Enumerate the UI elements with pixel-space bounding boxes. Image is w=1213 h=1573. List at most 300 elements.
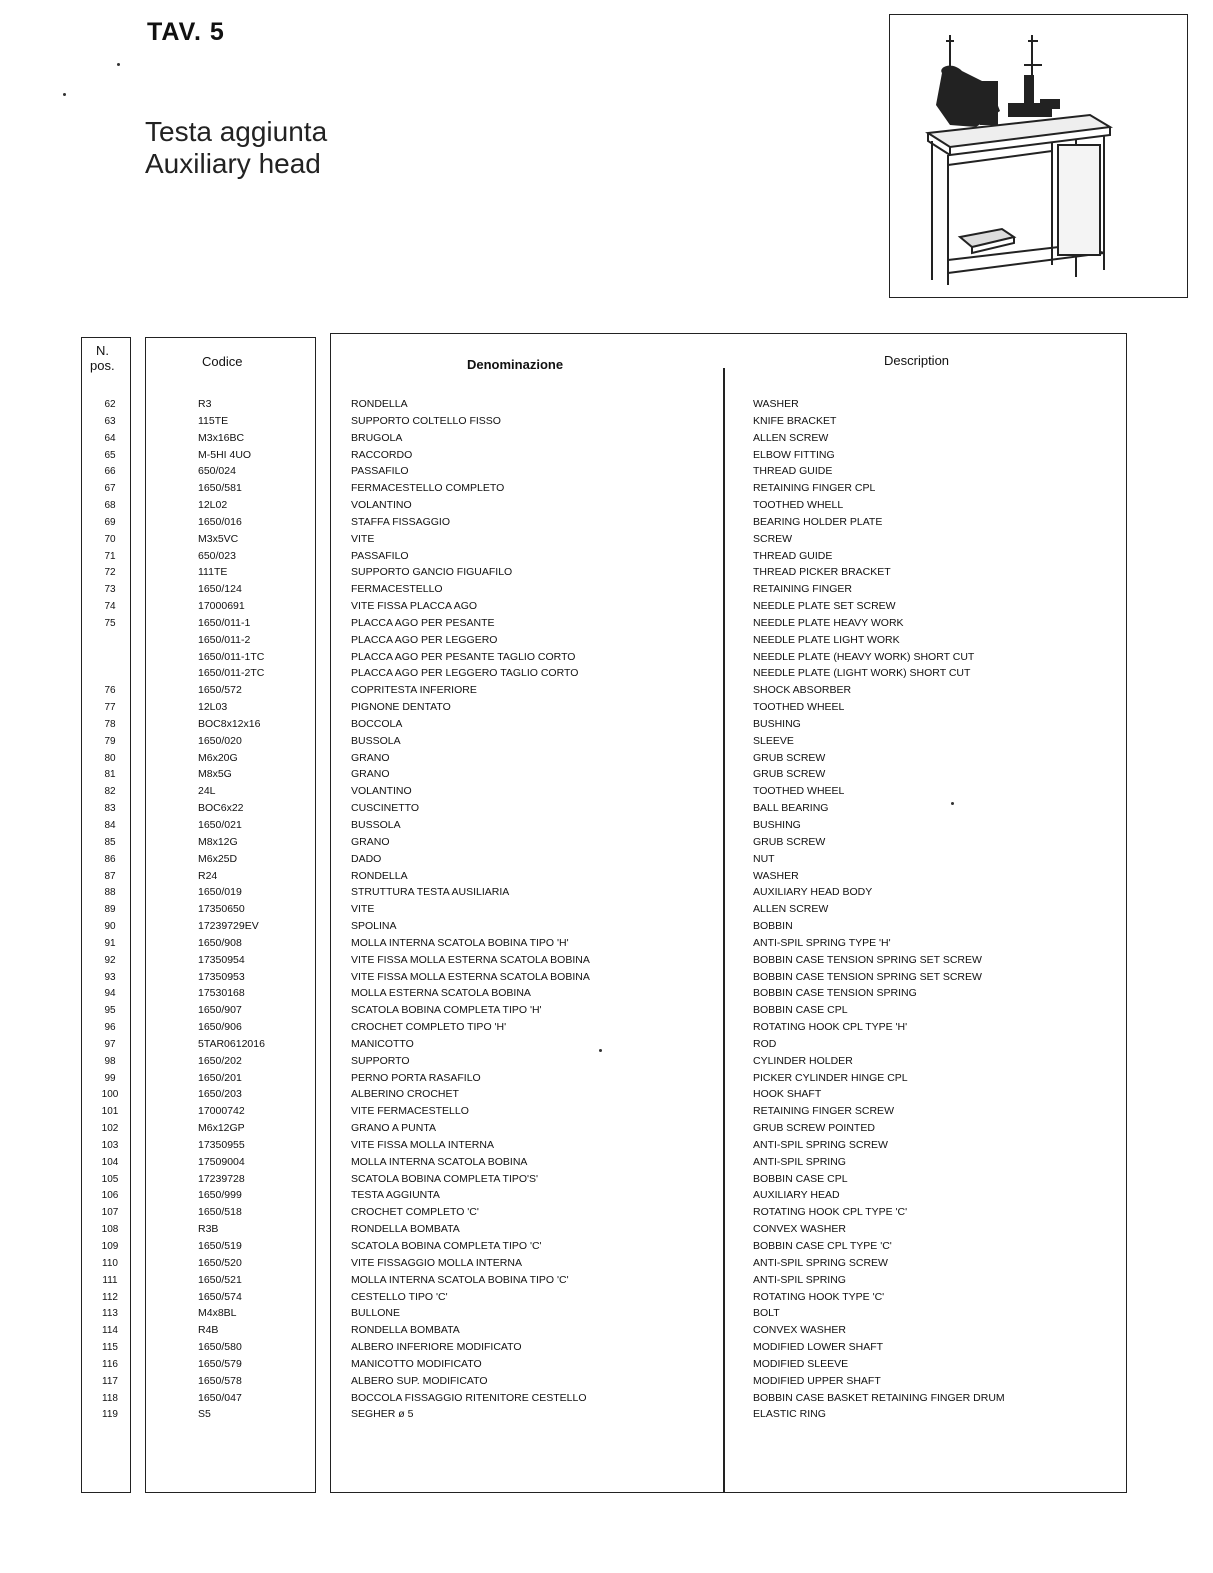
part-code: M6x20G	[198, 751, 238, 764]
italian-name: CUSCINETTO	[351, 802, 420, 815]
part-code: 17000691	[198, 600, 245, 613]
italian-name: RONDELLA BOMBATA	[351, 1324, 460, 1337]
position-number: 67	[104, 483, 116, 495]
part-code: 1650/016	[198, 515, 242, 528]
part-code: 1650/011-1	[198, 616, 251, 629]
table-row	[0, 1390, 1213, 1407]
english-description: ROTATING HOOK CPL TYPE 'C'	[753, 1206, 908, 1219]
italian-name: GRANO	[351, 768, 390, 781]
position-number: 101	[101, 1106, 119, 1118]
title-english: Auxiliary head	[145, 148, 321, 179]
position-number: 90	[104, 921, 116, 933]
table-row	[0, 480, 1213, 497]
position-number: 94	[104, 988, 116, 1000]
part-code: 17509004	[198, 1155, 245, 1168]
italian-name: MOLLA INTERNA SCATOLA BOBINA TIPO 'H'	[351, 936, 569, 949]
table-row	[0, 783, 1213, 800]
english-description: SLEEVE	[753, 734, 794, 747]
italian-name: RONDELLA	[351, 398, 408, 410]
english-description: THREAD GUIDE	[753, 549, 833, 562]
position-number: 103	[101, 1139, 119, 1151]
italian-name: SEGHER ø 5	[351, 1408, 414, 1421]
position-number: 75	[104, 617, 116, 629]
part-code: M8x12G	[198, 835, 238, 848]
table-row	[0, 901, 1213, 918]
table-row	[0, 851, 1213, 868]
position-number: 88	[104, 887, 116, 899]
header-italian-name: Denominazione	[467, 357, 564, 372]
table-row	[0, 1272, 1213, 1289]
table-row	[0, 497, 1213, 514]
english-description: BOBBIN CASE CPL TYPE 'C'	[753, 1240, 892, 1252]
title-italian: Testa aggiunta	[145, 116, 328, 147]
italian-name: BOCCOLA FISSAGGIO RITENITORE CESTELLO	[351, 1391, 587, 1404]
table-row	[0, 834, 1213, 851]
position-number: 98	[104, 1055, 116, 1067]
part-code: BOC6x22	[198, 802, 244, 815]
english-description: RETAINING FINGER	[753, 583, 852, 596]
english-description: ANTI-SPIL SPRING	[753, 1273, 846, 1286]
part-code: 1650/518	[198, 1206, 242, 1219]
part-code: 650/023	[198, 549, 236, 562]
english-description: CONVEX WASHER	[753, 1324, 846, 1337]
position-number: 83	[104, 803, 116, 815]
italian-name: CROCHET COMPLETO 'C'	[351, 1206, 479, 1219]
table-row	[0, 1238, 1213, 1255]
table-row	[0, 665, 1213, 682]
part-code: M8x5G	[198, 768, 232, 781]
position-number: 95	[104, 1005, 116, 1017]
part-code: 1650/047	[198, 1391, 242, 1404]
position-number: 110	[102, 1257, 118, 1269]
position-number: 79	[104, 735, 116, 747]
position-number: 69	[104, 516, 116, 528]
part-code: R4B	[198, 1324, 219, 1337]
part-code: R24	[198, 869, 218, 882]
part-code: M3x5VC	[198, 532, 239, 545]
part-code: 24L	[198, 785, 216, 798]
english-description: BOLT	[753, 1307, 780, 1320]
table-row	[0, 1204, 1213, 1221]
italian-name: VITE FERMACESTELLO	[351, 1105, 469, 1118]
position-number: 72	[104, 567, 116, 579]
english-description: ELBOW FITTING	[753, 448, 835, 461]
italian-name: VOLANTINO	[351, 499, 412, 512]
position-number: 91	[104, 937, 116, 949]
english-description: BUSHING	[753, 819, 801, 831]
part-code: 1650/202	[198, 1054, 242, 1067]
english-description: ANTI-SPIL SPRING SCREW	[753, 1256, 888, 1269]
table-row	[0, 548, 1213, 565]
part-code: 650/024	[198, 465, 236, 478]
table-row	[0, 396, 1213, 413]
table-row	[0, 615, 1213, 632]
english-description: BOBBIN CASE TENSION SPRING SET SCREW	[753, 953, 982, 966]
position-number: 81	[104, 769, 116, 781]
italian-name: COPRITESTA INFERIORE	[351, 684, 477, 697]
italian-name: PASSAFILO	[351, 549, 409, 562]
part-code: M3x16BC	[198, 431, 245, 444]
table-row	[0, 1120, 1213, 1137]
table-row	[0, 1070, 1213, 1087]
table-row	[0, 531, 1213, 548]
header-position-pos: pos.	[90, 358, 115, 373]
part-code: 1650/579	[198, 1357, 242, 1370]
table-row	[0, 985, 1213, 1002]
table-row	[0, 1086, 1213, 1103]
english-description: THREAD GUIDE	[753, 465, 833, 478]
table-row	[0, 1356, 1213, 1373]
table-row	[0, 1322, 1213, 1339]
italian-name: VITE FISSA MOLLA INTERNA	[351, 1138, 494, 1151]
italian-name: CESTELLO TIPO 'C'	[351, 1290, 448, 1303]
position-number: 85	[104, 836, 116, 848]
position-number: 73	[104, 584, 116, 596]
part-code: M-5HI 4UO	[198, 448, 252, 461]
english-description: ROD	[753, 1037, 777, 1050]
position-number: 84	[104, 820, 116, 831]
english-description: ANTI-SPIL SPRING SCREW	[753, 1138, 888, 1151]
italian-name: FERMACESTELLO	[351, 583, 443, 596]
english-description: HOOK SHAFT	[753, 1088, 822, 1101]
position-number: 82	[104, 786, 116, 798]
italian-name: MOLLA INTERNA SCATOLA BOBINA TIPO 'C'	[351, 1273, 569, 1286]
italian-name: PERNO PORTA RASAFILO	[351, 1071, 481, 1084]
english-description: GRUB SCREW	[753, 768, 826, 781]
part-code: 1650/572	[198, 684, 242, 697]
english-description: BOBBIN	[753, 920, 793, 933]
english-description: KNIFE BRACKET	[753, 414, 837, 427]
part-code: 1650/520	[198, 1256, 242, 1269]
italian-name: STRUTTURA TESTA AUSILIARIA	[351, 886, 510, 899]
position-number: 100	[101, 1089, 119, 1101]
position-number: 86	[104, 853, 116, 865]
part-code: 1650/021	[198, 819, 242, 831]
english-description: NEEDLE PLATE HEAVY WORK	[753, 616, 904, 629]
table-row	[0, 514, 1213, 531]
position-number: 111	[102, 1274, 118, 1286]
table-row	[0, 632, 1213, 649]
english-description: TOOTHED WHEEL	[753, 785, 845, 798]
part-code: 115TE	[198, 414, 229, 427]
position-number: 63	[104, 415, 116, 427]
position-number: 119	[102, 1409, 118, 1421]
table-row	[0, 682, 1213, 699]
italian-name: BUSSOLA	[351, 819, 401, 831]
table-row	[0, 1305, 1213, 1322]
table-row	[0, 800, 1213, 817]
table-row	[0, 1187, 1213, 1204]
table-row	[0, 699, 1213, 716]
position-number: 97	[104, 1038, 116, 1050]
part-code: R3	[198, 398, 212, 410]
italian-name: GRANO A PUNTA	[351, 1122, 436, 1135]
italian-name: FERMACESTELLO COMPLETO	[351, 482, 505, 495]
english-description: MODIFIED SLEEVE	[753, 1357, 849, 1370]
italian-name: ALBERO INFERIORE MODIFICATO	[351, 1341, 522, 1354]
italian-name: VITE	[351, 532, 375, 545]
table-row	[0, 952, 1213, 969]
italian-name: CROCHET COMPLETO TIPO 'H'	[351, 1021, 507, 1034]
english-description: ANTI-SPIL SPRING	[753, 1155, 846, 1168]
position-number: 118	[102, 1392, 118, 1404]
part-code: 1650/581	[198, 482, 242, 495]
italian-name: GRANO	[351, 751, 390, 764]
position-number: 115	[102, 1342, 118, 1354]
part-code: M4x8BL	[198, 1307, 237, 1320]
english-description: WASHER	[753, 398, 799, 410]
table-row	[0, 463, 1213, 480]
english-description: BOBBIN CASE TENSION SPRING	[753, 987, 917, 1000]
part-code: 17350954	[198, 953, 245, 966]
header-code: Codice	[202, 354, 243, 369]
position-number: 116	[102, 1358, 118, 1370]
scan-speck	[63, 93, 66, 96]
position-number: 68	[104, 500, 116, 512]
part-code: 17000742	[198, 1105, 245, 1118]
position-number: 108	[101, 1224, 119, 1236]
english-description: THREAD PICKER BRACKET	[753, 566, 891, 579]
position-number: 99	[104, 1072, 116, 1084]
italian-name: MOLLA INTERNA SCATOLA BOBINA	[351, 1155, 528, 1168]
italian-name: RONDELLA BOMBATA	[351, 1223, 460, 1236]
english-description: ROTATING HOOK CPL TYPE 'H'	[753, 1021, 908, 1034]
english-description: ELASTIC RING	[753, 1408, 826, 1421]
english-description: AUXILIARY HEAD BODY	[753, 886, 873, 899]
table-row	[0, 716, 1213, 733]
english-description: ANTI-SPIL SPRING TYPE 'H'	[753, 936, 891, 949]
table-row	[0, 1019, 1213, 1036]
italian-name: VITE	[351, 903, 375, 916]
english-description: PICKER CYLINDER HINGE CPL	[753, 1071, 908, 1084]
english-description: NEEDLE PLATE (LIGHT WORK) SHORT CUT	[753, 667, 971, 680]
part-code: 17350955	[198, 1138, 245, 1151]
position-number: 77	[104, 702, 116, 714]
italian-name: SUPPORTO COLTELLO FISSO	[351, 414, 501, 427]
part-code: 17350953	[198, 970, 245, 983]
english-description: GRUB SCREW	[753, 835, 826, 848]
part-code: 1650/519	[198, 1240, 242, 1252]
italian-name: GRANO	[351, 835, 390, 848]
english-description: BALL BEARING	[753, 802, 829, 815]
italian-name: VITE FISSA PLACCA AGO	[351, 600, 478, 613]
italian-name: BRUGOLA	[351, 431, 403, 444]
italian-name: PLACCA AGO PER LEGGERO TAGLIO CORTO	[351, 667, 579, 680]
header-english-description: Description	[884, 353, 950, 368]
position-number: 66	[104, 466, 116, 478]
part-code: 1650/580	[198, 1341, 242, 1354]
position-number: 113	[102, 1308, 118, 1320]
english-description: BEARING HOLDER PLATE	[753, 515, 883, 528]
table-row	[0, 935, 1213, 952]
italian-name: SCATOLA BOBINA COMPLETA TIPO'S'	[351, 1172, 539, 1185]
english-description: GRUB SCREW	[753, 751, 826, 764]
english-description: CONVEX WASHER	[753, 1223, 846, 1236]
english-description: RETAINING FINGER CPL	[753, 482, 876, 495]
position-number: 114	[102, 1325, 118, 1337]
italian-name: BUSSOLA	[351, 734, 401, 747]
part-code: 1650/999	[198, 1189, 242, 1202]
italian-name: ALBERO SUP. MODIFICATO	[351, 1374, 488, 1387]
part-code: M6x12GP	[198, 1122, 245, 1135]
italian-name: MOLLA ESTERNA SCATOLA BOBINA	[351, 987, 531, 1000]
position-number: 76	[104, 685, 116, 697]
table-row	[0, 1221, 1213, 1238]
english-description: BOBBIN CASE CPL	[753, 1172, 848, 1185]
table-row	[0, 1103, 1213, 1120]
english-description: GRUB SCREW POINTED	[753, 1122, 875, 1135]
position-number: 74	[104, 601, 116, 613]
italian-name: VITE FISSAGGIO MOLLA INTERNA	[351, 1256, 522, 1269]
position-number: 78	[104, 718, 116, 730]
table-row	[0, 1036, 1213, 1053]
scan-speck	[599, 1049, 602, 1052]
italian-name: MANICOTTO	[351, 1037, 414, 1050]
table-row	[0, 1289, 1213, 1306]
part-code: 1650/011-1TC	[198, 650, 265, 663]
part-code: 1650/908	[198, 936, 242, 949]
position-number: 92	[104, 954, 116, 966]
part-code: 1650/907	[198, 1004, 242, 1017]
position-number: 96	[104, 1022, 116, 1034]
english-description: ROTATING HOOK TYPE 'C'	[753, 1290, 885, 1303]
part-code: M6x25D	[198, 852, 238, 865]
italian-name: PASSAFILO	[351, 465, 409, 478]
position-number: 89	[104, 904, 116, 916]
english-description: NEEDLE PLATE LIGHT WORK	[753, 633, 900, 646]
table-row	[0, 969, 1213, 986]
part-code: 1650/011-2TC	[198, 667, 265, 680]
part-code: BOC8x12x16	[198, 717, 261, 730]
part-code: 1650/574	[198, 1290, 242, 1303]
part-code: 1650/906	[198, 1021, 242, 1034]
position-number: 106	[101, 1190, 119, 1202]
italian-name: STAFFA FISSAGGIO	[351, 515, 450, 528]
part-code: 1650/011-2	[198, 633, 251, 646]
english-description: NUT	[753, 852, 775, 865]
table-row	[0, 1255, 1213, 1272]
position-number: 104	[101, 1156, 119, 1168]
position-number: 87	[104, 870, 116, 882]
table-row	[0, 649, 1213, 666]
italian-name: BOCCOLA	[351, 717, 403, 730]
table-row	[0, 1406, 1213, 1423]
english-description: SCREW	[753, 532, 793, 545]
table-row	[0, 733, 1213, 750]
italian-name: PLACCA AGO PER PESANTE TAGLIO CORTO	[351, 650, 576, 663]
italian-name: SUPPORTO	[351, 1054, 410, 1067]
part-code: 1650/020	[198, 734, 242, 747]
part-code: 17239729EV	[198, 920, 259, 933]
sewing-machine-table-icon	[889, 14, 1188, 298]
table-row	[0, 413, 1213, 430]
position-number: 105	[101, 1173, 119, 1185]
position-number: 80	[104, 752, 116, 764]
part-code: 17350650	[198, 903, 245, 916]
scan-speck	[951, 802, 954, 805]
position-number: 64	[104, 432, 116, 444]
header-position-n: N.	[96, 343, 109, 358]
italian-name: RONDELLA	[351, 869, 408, 882]
part-code: 1650/203	[198, 1088, 242, 1101]
position-number: 107	[101, 1207, 119, 1219]
english-description: MODIFIED LOWER SHAFT	[753, 1341, 884, 1354]
italian-name: VITE FISSA MOLLA ESTERNA SCATOLA BOBINA	[351, 953, 590, 966]
part-code: R3B	[198, 1223, 219, 1236]
english-description: ALLEN SCREW	[753, 903, 829, 916]
italian-name: BULLONE	[351, 1307, 401, 1320]
position-number: 112	[102, 1291, 118, 1303]
part-code: 1650/521	[198, 1273, 242, 1286]
english-description: BOBBIN CASE CPL	[753, 1004, 848, 1017]
part-code: 12L03	[198, 701, 228, 714]
position-number: 65	[104, 449, 116, 461]
italian-name: VOLANTINO	[351, 785, 412, 798]
tav-label: TAV. 5	[147, 18, 225, 46]
part-code: 111TE	[198, 566, 228, 579]
table-row	[0, 430, 1213, 447]
english-description: BUSHING	[753, 717, 801, 730]
table-row	[0, 564, 1213, 581]
table-row	[0, 598, 1213, 615]
position-number: 70	[104, 533, 116, 545]
italian-name: TESTA AGGIUNTA	[351, 1189, 440, 1202]
position-number: 62	[104, 399, 116, 410]
italian-name: DADO	[351, 852, 382, 865]
position-number: 71	[104, 550, 116, 562]
table-row	[0, 1002, 1213, 1019]
table-row	[0, 918, 1213, 935]
english-description: TOOTHED WHEEL	[753, 701, 845, 714]
table-row	[0, 447, 1213, 464]
english-description: SHOCK ABSORBER	[753, 684, 852, 697]
position-number: 93	[104, 971, 116, 983]
part-code: S5	[198, 1408, 211, 1421]
italian-name: SCATOLA BOBINA COMPLETA TIPO 'C'	[351, 1240, 542, 1252]
position-number: 102	[101, 1123, 119, 1135]
english-description: NEEDLE PLATE (HEAVY WORK) SHORT CUT	[753, 650, 975, 663]
english-description: BOBBIN CASE BASKET RETAINING FINGER DRUM	[753, 1391, 1005, 1404]
table-row	[0, 1339, 1213, 1356]
part-code: 1650/019	[198, 886, 242, 899]
english-description: BOBBIN CASE TENSION SPRING SET SCREW	[753, 970, 982, 983]
table-row	[0, 1154, 1213, 1171]
italian-name: SPOLINA	[351, 920, 397, 933]
part-code: 17239728	[198, 1172, 245, 1185]
table-row	[0, 884, 1213, 901]
italian-name: RACCORDO	[351, 448, 413, 461]
table-row	[0, 868, 1213, 885]
table-row	[0, 1373, 1213, 1390]
part-code: 17530168	[198, 987, 245, 1000]
scan-speck	[117, 63, 120, 66]
part-code: 1650/578	[198, 1374, 242, 1387]
table-row	[0, 1171, 1213, 1188]
italian-name: VITE FISSA MOLLA ESTERNA SCATOLA BOBINA	[351, 970, 590, 983]
part-code: 5TAR0612016	[198, 1037, 265, 1050]
italian-name: SCATOLA BOBINA COMPLETA TIPO 'H'	[351, 1004, 542, 1017]
italian-name: SUPPORTO GANCIO FIGUAFILO	[351, 566, 513, 579]
position-number: 109	[101, 1241, 119, 1252]
part-code: 1650/201	[198, 1071, 242, 1084]
english-description: CYLINDER HOLDER	[753, 1054, 853, 1067]
table-row	[0, 1053, 1213, 1070]
table-row	[0, 581, 1213, 598]
english-description: NEEDLE PLATE SET SCREW	[753, 600, 896, 613]
table-row	[0, 817, 1213, 834]
english-description: ALLEN SCREW	[753, 431, 829, 444]
table-row	[0, 750, 1213, 767]
